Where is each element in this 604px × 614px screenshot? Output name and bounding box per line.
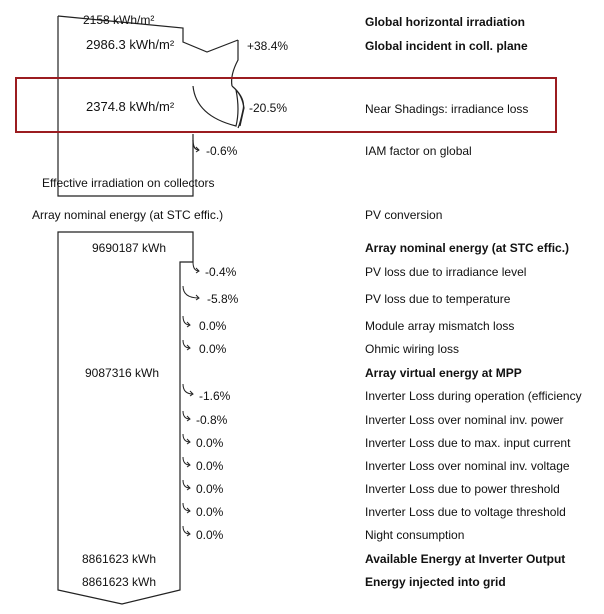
nominal-energy-value: 9690187 kWh	[92, 241, 167, 255]
inverter-loss-label: Night consumption	[365, 528, 465, 542]
loss-label: PV loss due to irradiance level	[365, 265, 527, 279]
shading-loss: -20.5%	[249, 101, 288, 115]
loss-arrow-icon	[183, 286, 199, 300]
inverter-loss-label: Inverter Loss during operation (efficiency	[365, 389, 582, 403]
loss-label: Module array mismatch loss	[365, 319, 515, 333]
ghi-value: 2158 kWh/m²	[83, 13, 155, 27]
virtual-energy-value: 9087316 kWh	[85, 366, 160, 380]
loss-value: 0.0%	[199, 342, 227, 356]
shading-label: Near Shadings: irradiance loss	[365, 102, 529, 116]
inverter-loss-label: Inverter Loss due to max. input current	[365, 436, 571, 450]
loss-arrow-icon	[183, 316, 190, 327]
inverter-loss-value: -0.8%	[196, 413, 228, 427]
available-energy-label: Available Energy at Inverter Output	[365, 552, 566, 566]
pv-conversion-label: PV conversion	[365, 208, 443, 222]
loss-label: PV loss due to temperature	[365, 292, 511, 306]
inverter-loss-value: 0.0%	[196, 482, 224, 496]
inverter-loss-label: Inverter Loss due to voltage threshold	[365, 505, 566, 519]
inverter-loss-value: 0.0%	[196, 505, 224, 519]
loss-arrow-icon	[193, 262, 199, 273]
loss-value: -0.4%	[205, 265, 237, 279]
loss-arrow-icon	[183, 526, 190, 536]
inverter-loss-value: 0.0%	[196, 436, 224, 450]
effective-irradiation-label: Effective irradiation on collectors	[42, 176, 215, 190]
loss-arrow-icon	[183, 457, 190, 467]
nominal-energy-label: Array nominal energy (at STC effic.)	[365, 241, 570, 255]
iam-loss: -0.6%	[206, 144, 238, 158]
shading-value: 2374.8 kWh/m²	[86, 99, 175, 114]
conversion-left-label: Array nominal energy (at STC effic.)	[32, 208, 224, 222]
grid-energy-label: Energy injected into grid	[365, 575, 506, 589]
inverter-loss-label: Inverter Loss due to power threshold	[365, 482, 560, 496]
loss-arrow-icon	[183, 411, 190, 421]
incident-label: Global incident in coll. plane	[365, 39, 528, 53]
available-energy-value: 8861623 kWh	[82, 552, 157, 566]
transposition-gain: +38.4%	[247, 39, 289, 53]
loss-arrow-icon	[183, 384, 193, 396]
shading-loss-curve	[193, 86, 244, 126]
incident-flow-edge	[232, 40, 238, 86]
inverter-loss-value: 0.0%	[196, 528, 224, 542]
loss-arrow-icon	[183, 340, 190, 350]
loss-value: -5.8%	[207, 292, 239, 306]
grid-energy-value: 8861623 kWh	[82, 575, 157, 589]
energy-flow-block	[58, 232, 193, 604]
loss-arrow-icon	[183, 434, 190, 444]
ghi-label: Global horizontal irradiation	[365, 15, 526, 29]
virtual-energy-label: Array virtual energy at MPP	[365, 366, 522, 380]
loss-label: Ohmic wiring loss	[365, 342, 460, 356]
inverter-loss-label: Inverter Loss over nominal inv. voltage	[365, 459, 570, 473]
inverter-loss-value: 0.0%	[196, 459, 224, 473]
iam-label: IAM factor on global	[365, 144, 472, 158]
inverter-loss-value: -1.6%	[199, 389, 231, 403]
inverter-loss-label: Inverter Loss over nominal inv. power	[365, 413, 564, 427]
loss-value: 0.0%	[199, 319, 227, 333]
incident-value: 2986.3 kWh/m²	[86, 37, 175, 52]
loss-arrow-icon	[183, 480, 190, 490]
loss-arrow-icon	[183, 503, 190, 513]
